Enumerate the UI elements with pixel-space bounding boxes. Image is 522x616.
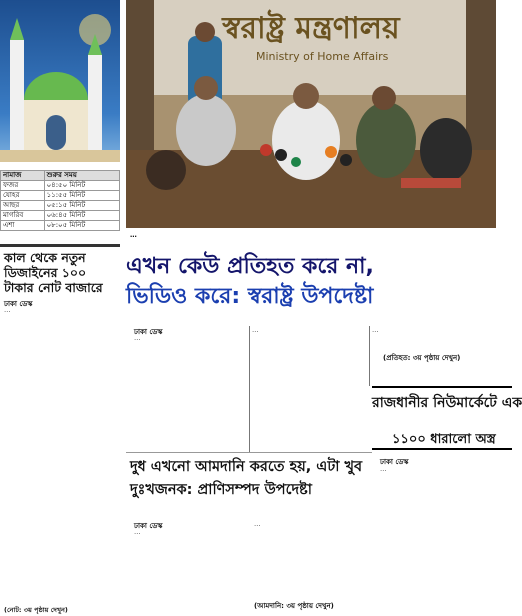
ministry-sign-text: স্বরাষ্ট্র মন্ত্রণালয় [222,11,400,46]
table-row: এশা ০৮:০৫ মিনিট [1,221,120,231]
left-story-body: … [4,306,11,314]
mosque-illustration [0,0,120,162]
bottom-story-column-1: … [134,528,141,536]
lead-column-1: … [134,334,141,342]
lead-column-2: … [252,326,259,334]
bottom-story-headline[interactable]: দুধ এখনো আমদানি করতে হয়, এটা খুব দুঃখজনক: প্রাণিসম্পদ উপদেষ্টা [130,459,363,498]
column-divider [369,326,370,386]
table-row: যোহর ১১:৫৫ মিনিট [1,191,120,201]
prayer-times-table [0,170,120,240]
table-row: আছর ০৫:১৫ মিনিট [1,201,120,211]
right-story-body: … [380,465,387,473]
left-story-continued[interactable]: (নোট: ৩য় পৃষ্ঠায় দেখুন) [4,606,68,614]
lead-headline[interactable] [126,252,496,312]
bottom-story-byline: ঢাকা ডেস্ক [134,522,163,530]
right-story-headline[interactable]: রাজধানীর নিউমার্কেটে এক [372,395,522,411]
section-divider [126,452,372,453]
lead-headline-line1: এখন কেউ প্রতিহত করে না, [126,254,374,279]
left-story-byline: ঢাকা ডেস্ক [4,300,33,308]
column-divider [249,326,250,452]
press-briefing-photo [126,0,496,228]
ministry-sign-subtext: Ministry of Home Affairs [256,50,389,63]
prayer-header-time: শুরুর সময় [44,171,119,181]
photo-caption: … [130,231,137,239]
bottom-story-column-2: … [254,520,261,528]
bottom-story-continued[interactable]: (আমদানি: ৩য় পৃষ্ঠায় দেখুন) [254,602,334,610]
right-story-subhead[interactable]: ১১০০ ধারালো অস্ত্র [392,432,496,447]
table-row: ফজর ০৪:৫০ মিনিট [1,181,120,191]
table-row: মাগরিব ০৬:৪৫ মিনিট [1,211,120,221]
lead-headline-line2: ভিডিও করে: স্বরাষ্ট্র উপদেষ্টা [126,284,374,309]
lead-column-3: … [372,326,379,334]
lead-continued[interactable]: (প্রতিহত: ৩য় পৃষ্ঠায় দেখুন) [383,354,461,362]
prayer-header-name: নামাজ [1,171,45,181]
lead-byline: ঢাকা ডেস্ক [134,328,163,336]
right-story-byline: ঢাকা ডেস্ক [380,458,409,466]
left-story-headline[interactable]: কাল থেকে নতুন ডিজাইনের ১০০ টাকার নোট বাজারে [4,250,103,295]
